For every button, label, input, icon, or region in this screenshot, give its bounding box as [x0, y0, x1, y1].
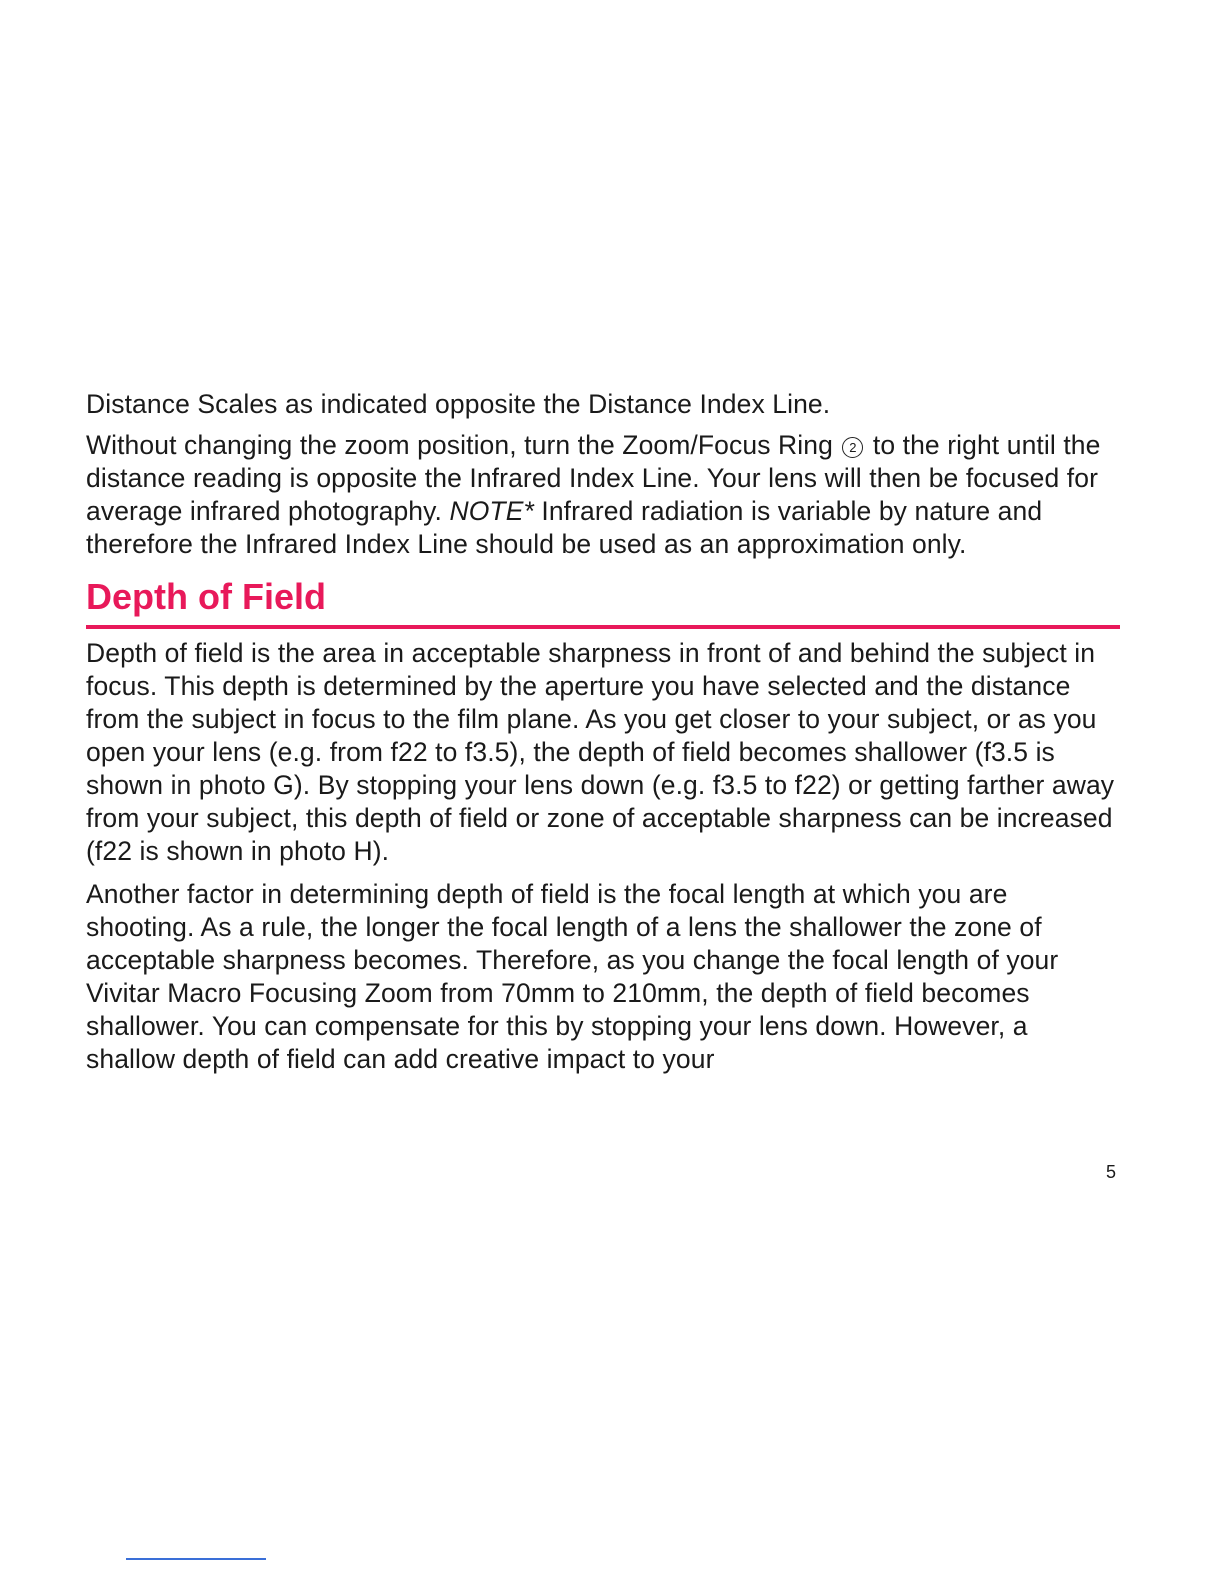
ring-number-badge: 2 — [842, 437, 863, 458]
page-number: 5 — [1105, 1162, 1116, 1182]
intro-text: Distance Scales as indicated opposite the Distance Index Line. — [86, 389, 831, 419]
depth-paragraph-1: Depth of field is the area in acceptable sharpness in front of and behind the subject in focus. This depth is determined by the aperture you have selected and the distance from the subject in focus to the film plane. As you get closer to your subject, or as you open your lens (e.g. from f22 to f3.5), the depth of field becomes shallower (f3.5 is shown in photo G). By stopping your lens down (e.g. f3.5 to f22) or getting farther away from your subject, this depth of field or zone of acceptable sharpness can be increased (f22 is shown in photo H). — [86, 638, 1115, 866]
note-text: Infrared radiation is variable by nature and therefore the Infrared Index Line should be used as an approximation only. — [86, 496, 1043, 559]
note-label: NOTE* — [449, 496, 534, 526]
page-body — [86, 388, 1120, 1086]
footer-divider — [126, 1558, 266, 1560]
infrared-text-after-ring: to the right until the distance reading is opposite the Infrared Index Line. Your lens will then be focused for average infrared photography. — [86, 430, 1101, 526]
infrared-text-before-ring: Without changing the zoom position, turn the Zoom/Focus Ring — [86, 430, 833, 460]
heading-rule — [86, 625, 1120, 629]
intro-paragraph — [86, 388, 1120, 421]
section-heading: Depth of Field — [86, 576, 326, 617]
depth-paragraph-2: Another factor in determining depth of field is the focal length at which you are shooting. As a rule, the longer the focal length of a lens the shallower the zone of acceptable sharpness becomes. Therefore, as you change the focal length of your Vivitar Macro Focusing Zoom from 70mm to 210mm, the depth of field becomes shallower. You can compensate for this by stopping your lens down. However, a shallow depth of field can add creative impact to your — [86, 879, 1059, 1074]
infrared-paragraph — [86, 429, 1120, 561]
